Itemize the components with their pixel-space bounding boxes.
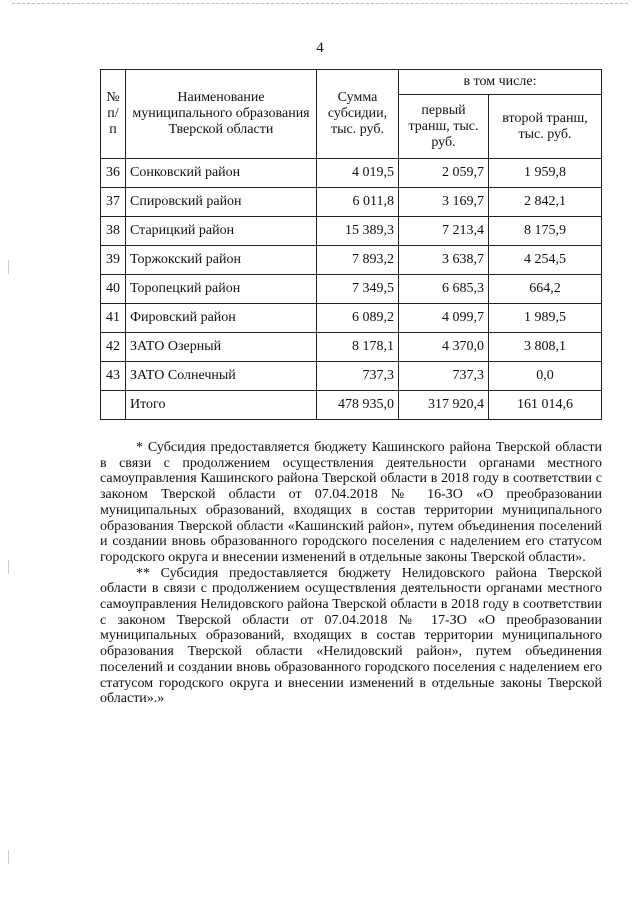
row-first-tranche: 6 685,3 [399,275,489,304]
row-num: 43 [101,362,126,391]
row-num: 41 [101,304,126,333]
row-name: Фировский район [126,304,317,333]
table-row [101,246,602,275]
header-name: Наименование муниципального образования Тверской области [126,70,317,159]
row-num: 40 [101,275,126,304]
footnote-kashin: * Субсидия предоставляется бюджету Кашинского района Тверской области в связи с продолжением осуществления деятельности органами местного самоуправления Кашинского района Тверской области в 2018 году в соответствии с законом Тверской области от 07.04.2018 № 16-ЗО «О преобразовании муниципальных образований, входящих в состав территории муниципального образования Тверской области «Кашинский район», путем объединения поселений и создании вновь образованного городского поселения с наделением его статусом городского округа и внесении изменений в отдельные законы Тверской области». [100,440,602,565]
row-first-tranche: 4 370,0 [399,333,489,362]
row-num: 37 [101,188,126,217]
margin-mark [8,560,9,574]
row-num: 36 [101,159,126,188]
footnote-nelidovo: ** Субсидия предоставляется бюджету Нелидовского района Тверской области в связи с продолжением осуществления деятельности органами местного самоуправления Нелидовского района Тверской области в 2018 году в соответствии с законом Тверской области от 07.04.2018 № 17-ЗО «О преобразовании муниципальных образований, входящих в состав территории муниципального образования Тверской области «Нелидовский район», путем объединения поселений и создании вновь образованного городского поселения с наделением его статусом городского округа и внесении изменений в отдельные законы Тверской области».» [100,565,602,707]
page-number: 4 [316,40,324,56]
table-row [101,362,602,391]
row-second-tranche: 1 959,8 [489,159,602,188]
total-label: Итого [126,391,317,420]
row-first-tranche: 4 099,7 [399,304,489,333]
row-sum: 15 389,3 [317,217,399,246]
total-first-tranche: 317 920,4 [399,391,489,420]
row-num: 39 [101,246,126,275]
row-sum: 6 089,2 [317,304,399,333]
row-name: Спировский район [126,188,317,217]
row-second-tranche: 664,2 [489,275,602,304]
row-name: ЗАТО Озерный [126,333,317,362]
row-sum: 737,3 [317,362,399,391]
row-sum: 6 011,8 [317,188,399,217]
margin-mark [8,260,9,274]
table-row [101,333,602,362]
table-header [101,70,602,159]
total-row [101,391,602,420]
table-body [101,159,602,420]
row-first-tranche: 2 059,7 [399,159,489,188]
table-row [101,217,602,246]
subsidy-table [100,69,602,420]
row-second-tranche: 4 254,5 [489,246,602,275]
table-row [101,159,602,188]
row-second-tranche: 0,0 [489,362,602,391]
top-scan-line [12,3,628,4]
row-name: Торжокский район [126,246,317,275]
row-first-tranche: 3 169,7 [399,188,489,217]
row-first-tranche: 737,3 [399,362,489,391]
row-second-tranche: 1 989,5 [489,304,602,333]
row-name: Сонковский район [126,159,317,188]
row-second-tranche: 2 842,1 [489,188,602,217]
footnotes [100,440,602,707]
row-num: 42 [101,333,126,362]
total-second-tranche: 161 014,6 [489,391,602,420]
row-second-tranche: 8 175,9 [489,217,602,246]
header-including: в том числе: [399,70,602,95]
row-sum: 8 178,1 [317,333,399,362]
row-num: 38 [101,217,126,246]
table-row [101,275,602,304]
table-row [101,304,602,333]
header-second-tranche: второй транш, тыс. руб. [489,95,602,159]
total-sum: 478 935,0 [317,391,399,420]
row-first-tranche: 3 638,7 [399,246,489,275]
header-row [101,70,602,95]
row-first-tranche: 7 213,4 [399,217,489,246]
row-sum: 4 019,5 [317,159,399,188]
row-second-tranche: 3 808,1 [489,333,602,362]
total-num [101,391,126,420]
row-name: Торопецкий район [126,275,317,304]
row-name: ЗАТО Солнечный [126,362,317,391]
header-num: № п/п [101,70,126,159]
margin-mark [8,850,9,864]
header-sum: Сумма субсидии, тыс. руб. [317,70,399,159]
table-row [101,188,602,217]
row-sum: 7 349,5 [317,275,399,304]
row-name: Старицкий район [126,217,317,246]
header-first-tranche: первый транш, тыс. руб. [399,95,489,159]
row-sum: 7 893,2 [317,246,399,275]
